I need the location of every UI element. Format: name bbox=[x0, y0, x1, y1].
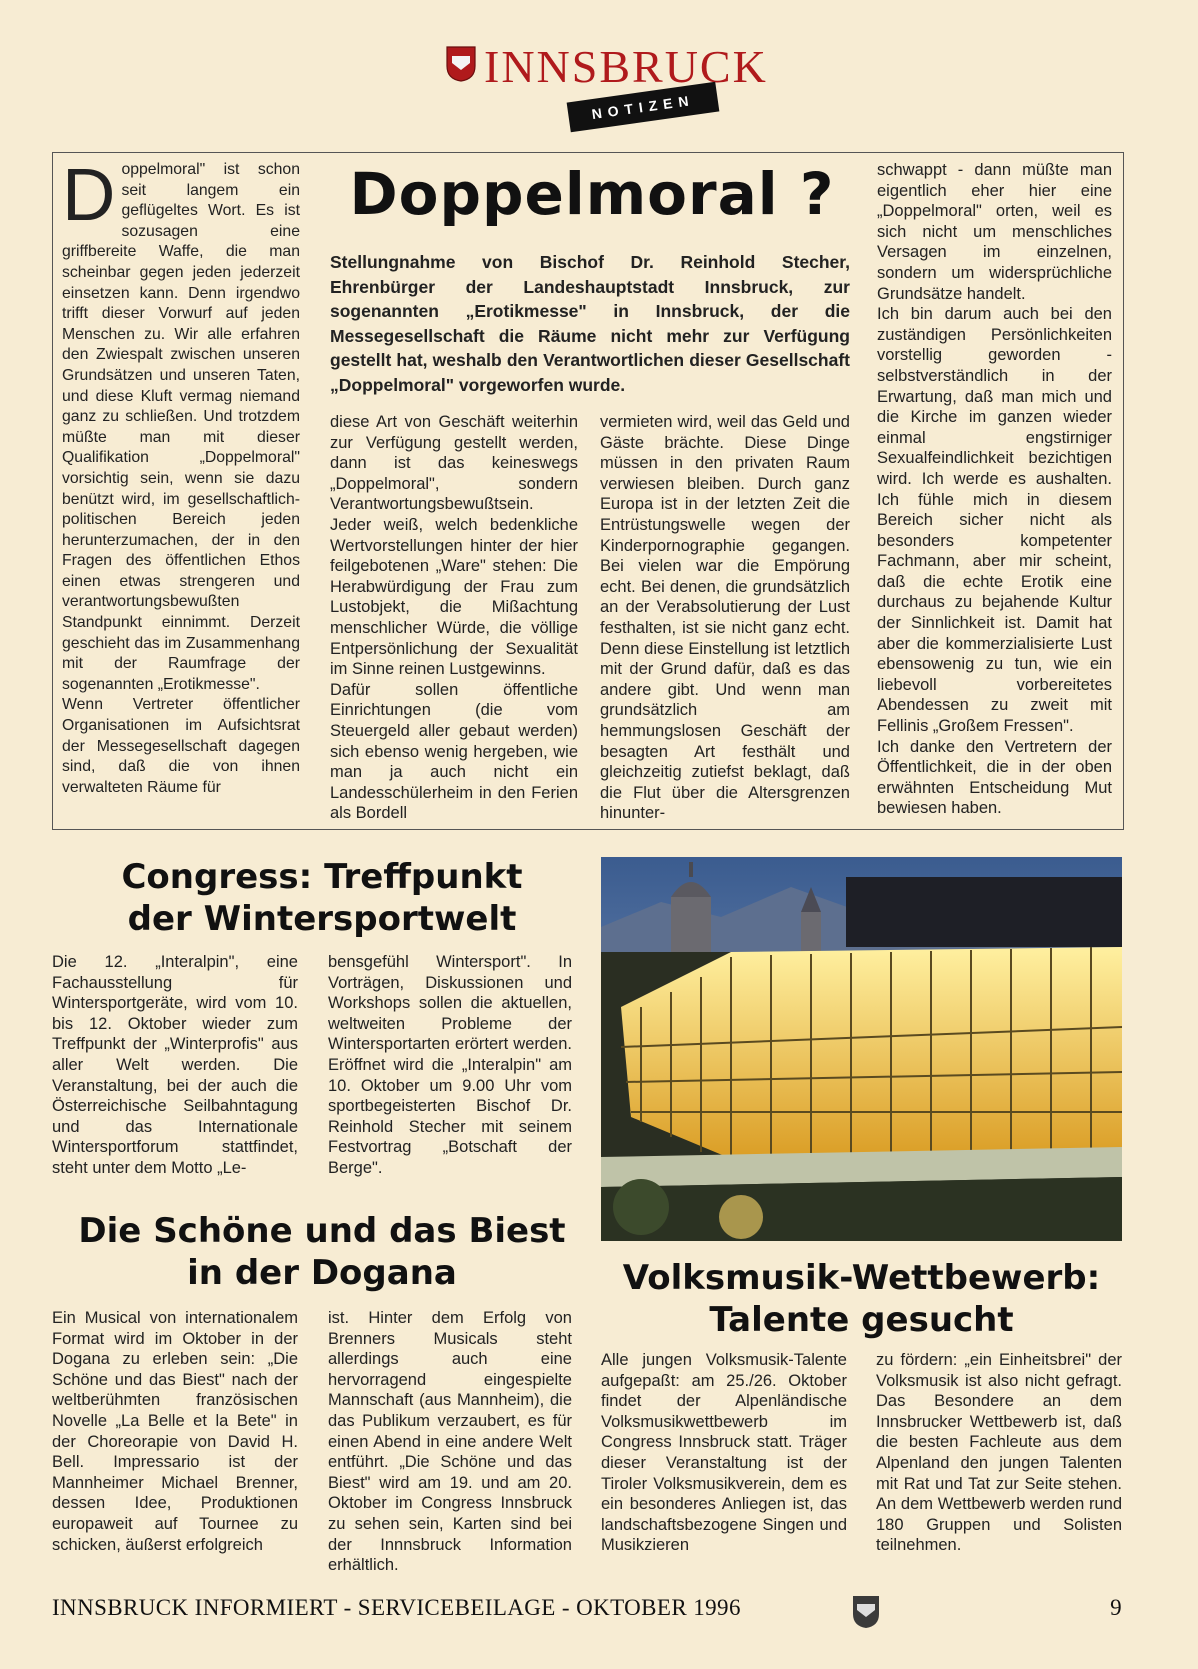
page-number: 9 bbox=[1110, 1595, 1122, 1620]
schoene-text-1: Ein Musical von internationalem Format wird im Oktober in der Dogana zu erleben sein: „Die Schöne und das Biest" nach der weltberühmten französischen Novelle „La Belle et la Bete" in der Choreorapie von David H. Bell. Impressario ist der Mannheimer Michael Brenner, dessen Idee, Produktionen europaweit auf Tournee zu schicken, äußerst erfolgreich bbox=[52, 1309, 298, 1554]
doppelmoral-title: Doppelmoral ? bbox=[349, 160, 835, 228]
doppelmoral-text-4: schwappt - dann müßte man eigentlich eher hier eine „Doppelmoral" orten, weil es sich nicht um menschliches Versagen im einzelnen, sondern um widersprüchliche Grundsätze handelt. Ich bin darum auch bei den zuständigen Persönlichkeiten vorstellig geworden - selbstverständlich in der Erwartung, daß man mich und die Kirche im ganzen wieder einmal engstirniger Sexualfeindlichkeit bezichtigen wird. Ich werde es aushalten. Ich fühle mich in diesem Bereich sicher nicht als besonders kompetenter Fachmann, aber mir scheint, daß die echte Erotik eine durchaus zu bejahende Kultur der Sinnlichkeit ist. Damit hat aber die kommerzialisierte Lust ebensowenig zu tun, wie ein liebevoll vorbereitetes Abendessen zu zweit mit Fellinis „Großem Fressen". Ich danke den Vertretern der Öffentlichkeit, die in der oben erwähnten Entscheidung Mut bewiesen haben. bbox=[877, 161, 1112, 818]
masthead-brand: INNSBRUCK bbox=[484, 41, 768, 92]
schoene-title-line-2: in der Dogana bbox=[187, 1253, 457, 1293]
schoene-text-2: ist. Hinter dem Erfolg von Brenners Musicals steht allerdings auch eine hervorragend eingespielte Mannschaft (aus Mannheim), die das Publikum verzaubert, es für einen Abend in eine andere Welt entführt. „Die Schöne und das Biest" wird am 19. und am 20. Oktober im Congress Innsbruck zu sehen sein, Karten sind bei der Innnsbruck Information erhältlich. bbox=[328, 1309, 572, 1575]
schoene-title-line-1: Die Schöne und das Biest bbox=[78, 1211, 566, 1251]
footer-crest-icon bbox=[852, 1595, 880, 1629]
congress-title-line-1: Congress: Treffpunkt bbox=[121, 857, 523, 897]
doppelmoral-text-1: oppelmoral" ist schon seit langem ein geflügeltes Wort. Es ist sozusagen eine griffbereite Waffe, die man scheinbar gegen jeden jederzeit einsetzen kann. Denn irgendwo trifft dieser Vorwurf auf jeden Menschen zu. Wir alle erfahren den Zwiespalt zwischen unseren Grundsätzen und unseren Taten, und diese Kluft vermag niemand ganz zu schließen. Und trotzdem müßte man mit dieser Qualifikation „Doppelmoral" vorsichtig sein, wenn sie dazu benützt wird, im gesellschaftlich-politischen Bereich jeden herunterzumachen, der in den Fragen des öffentlichen Ethos einen etwas strengeren und verantwortungsbewußten Standpunkt einnimmt. Derzeit geschieht das im Zusammenhang mit der Raumfrage der sogenannten „Erotikmesse". Wenn Vertreter öffentlicher Organisationen im Aufsichtsrat der Messegesellschaft dagegen sind, daß die von ihnen verwalteten Räume für bbox=[62, 161, 300, 796]
innsbruck-crest-icon bbox=[446, 46, 476, 82]
page-footer bbox=[52, 1595, 1122, 1621]
masthead bbox=[440, 38, 768, 128]
doppelmoral-column-1 bbox=[62, 153, 300, 798]
congress-building-photo bbox=[601, 857, 1122, 1241]
dropcap: D bbox=[62, 153, 116, 236]
volksmusik-text-2: zu fördern: „ein Einheitsbrei" der Volksmusik ist also nicht gefragt. Das Besondere an dem Innsbrucker Wettbewerb ist, daß die besten Fachleute aus dem Alpenland den jungen Talenten mit Rat und Tat zur Seite stehen. An dem Wettbewerb werden rund 180 Gruppen und Solisten teilnehmen. bbox=[876, 1351, 1122, 1555]
volksmusik-title-line-1: Volksmusik-Wettbewerb: bbox=[622, 1258, 1101, 1298]
volksmusik-text-1: Alle jungen Volksmusik-Talente aufgepaßt: am 25./26. Oktober findet der Alpenländische Volksmusikwettbewerb im Congress Innsbruck statt. Träger dieser Veranstaltung ist der Tiroler Volksmusikverein, dem es ein besonderes Anliegen ist, das landschaftsbezogene Singen und Musikzieren bbox=[601, 1351, 847, 1555]
doppelmoral-subtitle: Stellungnahme von Bischof Dr. Reinhold Stecher, Ehrenbürger der Landeshauptstadt Innsbruck, zur sogenannten „Erotikmesse" in Innsbruck, der die Messegesellschaft die Räume nicht mehr zur Verfügung gestellt hat, weshalb den Verantwortlichen dieser Gesellschaft „Doppelmoral" vorgeworfen wurde. bbox=[330, 252, 850, 395]
congress-title bbox=[52, 856, 592, 940]
doppelmoral-text-2: diese Art von Geschäft weiterhin zur Verfügung gestellt werden, dann ist das keineswegs „Doppelmoral", sondern Verantwortungsbewußtsein. Jeder weiß, welch bedenkliche Wertvorstellungen hinter der hier feilgebotenen „Ware" stehen: Die Herabwürdigung der Frau zum Lustobjekt, die Mißachtung menschlicher Würde, die völlige Entpersönlichung der Sexualität im Sinne reinen Lustgewinns. Dafür sollen öffentliche Einrichtungen (die vom Steuergeld aller gebaut werden) sich ebenso wenig hergeben, wie man ja auch nicht ein Landesschülerheim in den Ferien als Bordell bbox=[330, 413, 578, 823]
congress-text-1: Die 12. „Interalpin", eine Fachausstellung für Wintersportgeräte, wird vom 10. bis 12. Oktober wieder zum Treffpunkt der „Winterprofis" aus aller Welt werden. Die Veranstaltung, bei der auch die Österreichische Seilbahntagung und das Internationale Wintersportforum stattfindet, steht unter dem Motto „Le- bbox=[52, 953, 298, 1177]
congress-photo-illustration bbox=[601, 857, 1122, 1241]
congress-title-line-2: der Wintersportwelt bbox=[127, 899, 517, 939]
doppelmoral-text-3: vermieten wird, weil das Geld und Gäste brächte. Diese Dinge müssen in den privaten Raum verwiesen bleiben. Durch ganz Europa ist in der letzten Zeit die Entrüstungswelle wegen der Kinderpornographie gegangen. Bei vielen war die Empörung echt. Bei denen, die grundsätzlich an der Verabsolutierung der Lust festhalten, ist sie nicht ganz echt. Denn diese Einstellung ist letztlich mit der Grund dafür, daß es das andere gibt. Und wenn man grundsätzlich am hemmungslosen Geschäft der besagten Art festhält und gleichzeitig zutiefst beklagt, daß die Flut über die Altersgrenzen hinunter- bbox=[600, 413, 850, 823]
volksmusik-title bbox=[601, 1257, 1122, 1341]
volksmusik-title-line-2: Talente gesucht bbox=[709, 1300, 1014, 1340]
masthead-tag: NOTIZEN bbox=[567, 82, 720, 133]
schoene-title bbox=[52, 1210, 592, 1294]
footer-text: INNSBRUCK INFORMIERT - SERVICEBEILAGE - OKTOBER 1996 bbox=[52, 1595, 741, 1620]
congress-text-2: bensgefühl Wintersport". In Vorträgen, Diskussionen und Workshops sollen die aktuellen, weltweiten Probleme der Wintersportarten erörtert werden. Eröffnet wird die „Interalpin" am 10. Oktober um 9.00 Uhr vom sportbegeisterten Bischof Dr. Reinhold Stecher mit seinem Festvortrag „Botschaft der Berge". bbox=[328, 953, 572, 1177]
